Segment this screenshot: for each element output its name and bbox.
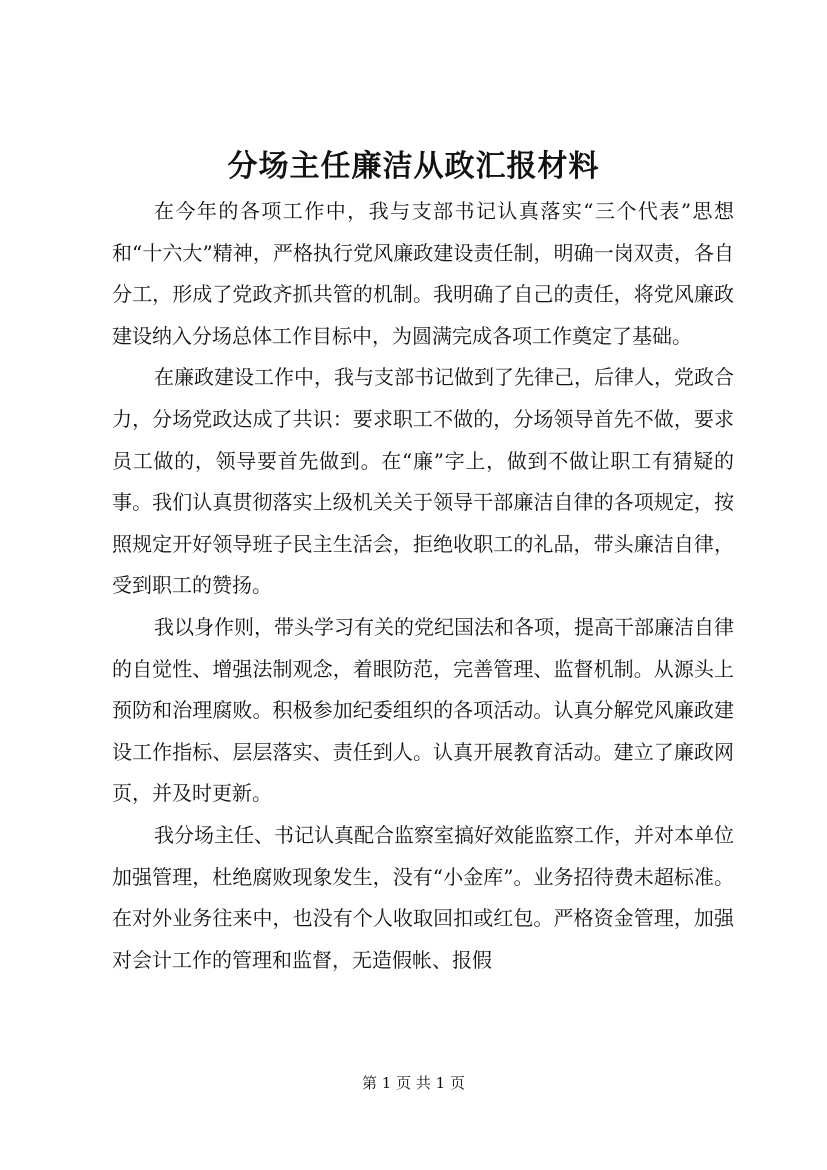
page-footer: 第 1 页 共 1 页	[362, 1074, 465, 1092]
document-body	[112, 191, 734, 981]
paragraph-2: 在廉政建设工作中，我与支部书记做到了先律己，后律人，党政合力，分场党政达成了共识：要求职工不做的，分场领导首先不做，要求员工做的，领导要首先做到。在“廉”字上，做到不做让职工有猜疑的事。我们认真贯彻落实上级机关关于领导干部廉洁自律的各项规定，按照规定开好领导班子民主生活会，拒绝收职工的礼品，带头廉洁自律，受到职工的赞扬。	[112, 365, 734, 598]
paragraph-1: 在今年的各项工作中，我与支部书记认真落实“三个代表”思想和“十六大”精神，严格执行党风廉政建设责任制，明确一岗双责，各自分工，形成了党政齐抓共管的机制。我明确了自己的责任，将党风廉政建设纳入分场总体工作目标中，为圆满完成各项工作奠定了基础。	[112, 199, 734, 348]
paragraph-4: 我分场主任、书记认真配合监察室搞好效能监察工作，并对本单位加强管理，杜绝腐败现象发生，没有“小金库”。业务招待费未超标准。在对外业务往来中，也没有个人收取回扣或红包。严格资金管理，加强对会计工作的管理和监督，无造假帐、报假	[112, 822, 734, 972]
document-title: 分场主任廉洁从政汇报材料	[227, 149, 600, 184]
paragraph-3: 我以身作则，带头学习有关的党纪国法和各项，提高干部廉洁自律的自觉性、增强法制观念，着眼防范，完善管理、监督机制。从源头上预防和治理腐败。积极参加纪委组织的各项活动。认真分解党风廉政建设工作指标、层层落实、责任到人。认真开展教育活动。建立了廉政网页，并及时更新。	[112, 614, 734, 806]
